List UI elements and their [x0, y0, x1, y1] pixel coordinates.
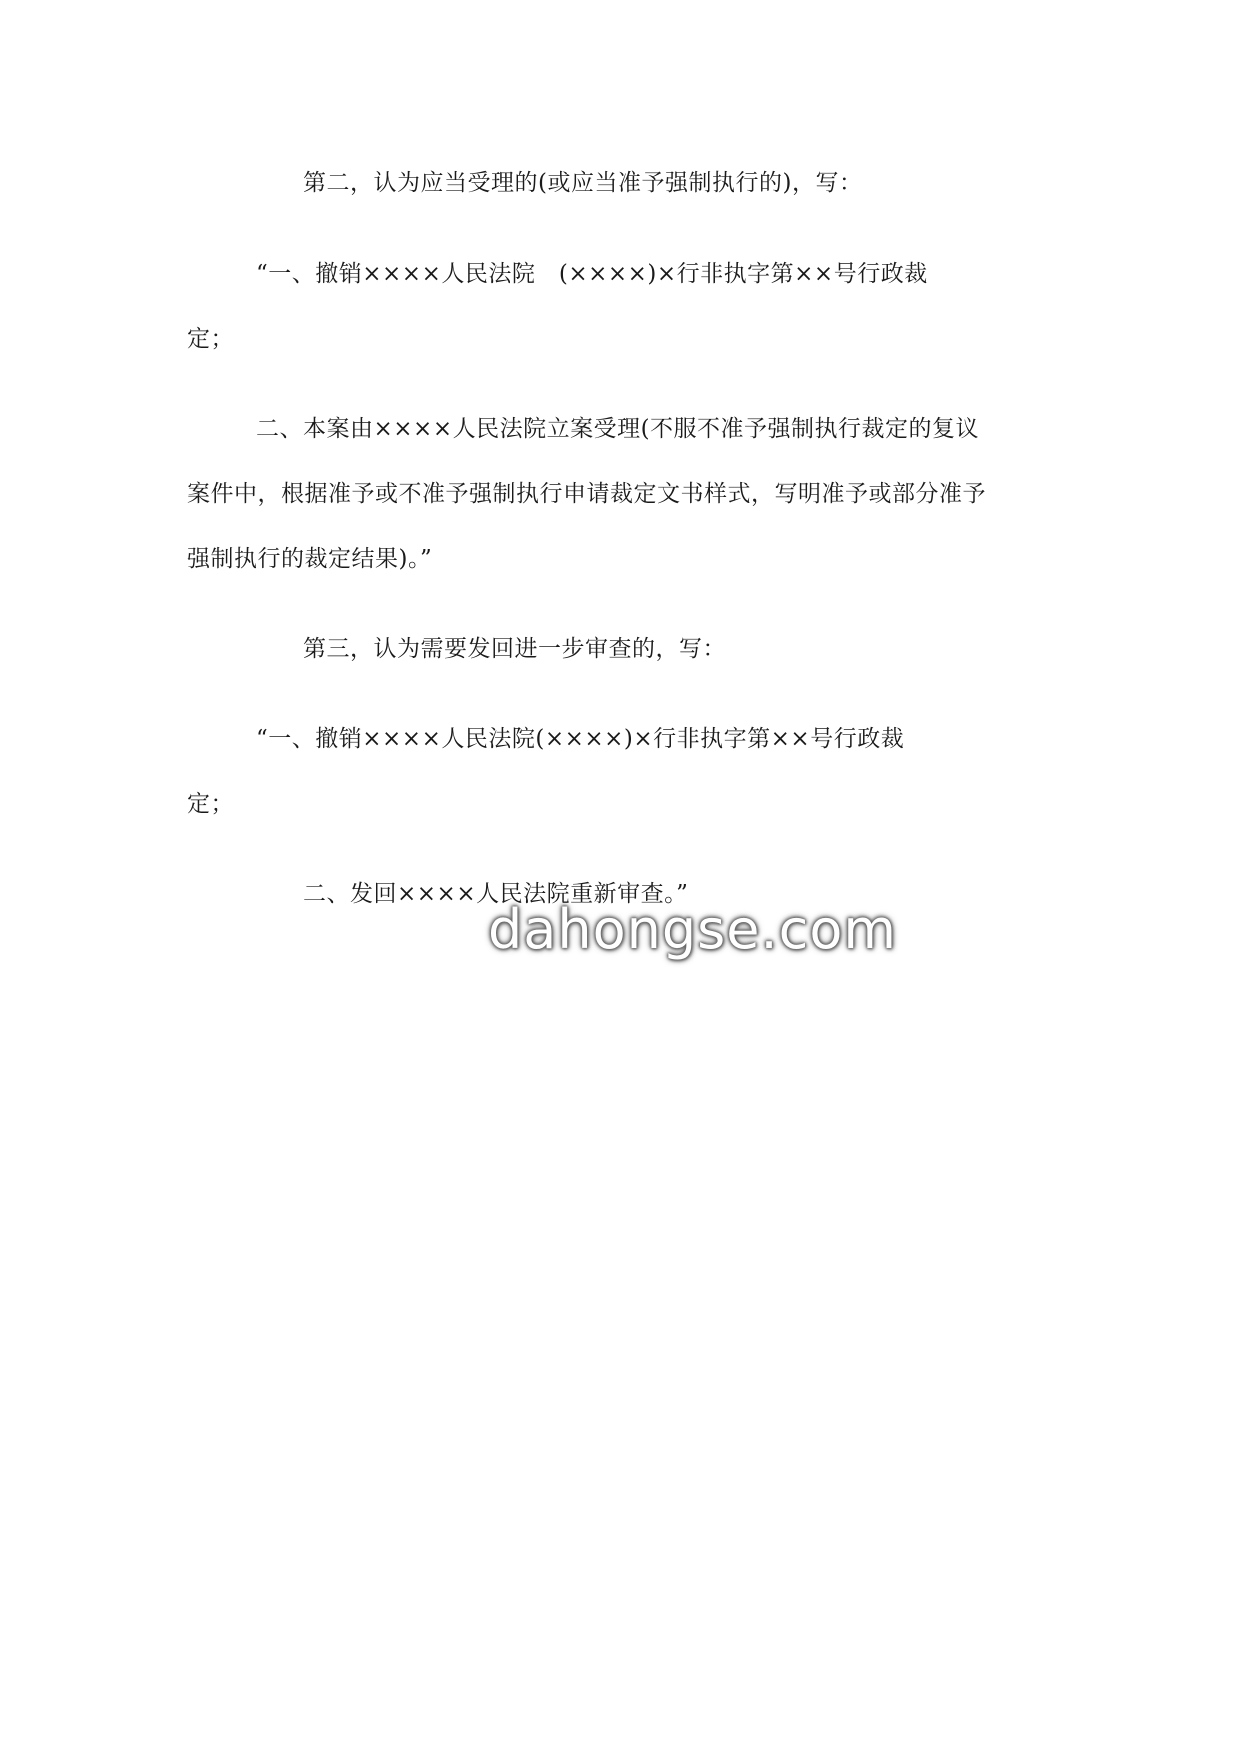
paragraph-accept-2b: 案件中，根据准予或不准予强制执行申请裁定文书样式，写明准予或部分准予 — [187, 481, 986, 507]
paragraph-revoke-2a: “一、撤销××××人民法院(××××)×行非执字第××号行政裁 — [256, 726, 905, 752]
paragraph-third-heading: 第三，认为需要发回进一步审查的，写： — [303, 636, 726, 662]
watermark-text: dahongse.com — [488, 898, 897, 961]
paragraph-remand: 二、发回××××人民法院重新审查。” — [303, 881, 689, 907]
paragraph-second-heading: 第二，认为应当受理的(或应当准予强制执行的)，写： — [303, 170, 863, 196]
paragraph-accept-2c: 强制执行的裁定结果)。” — [187, 546, 433, 572]
paragraph-revoke-2b: 定； — [187, 791, 234, 817]
paragraph-accept-2a: 二、本案由××××人民法院立案受理(不服不准予强制执行裁定的复议 — [256, 416, 980, 442]
paragraph-revoke-1a: “一、撤销××××人民法院 (××××)×行非执字第××号行政裁 — [256, 261, 928, 287]
paragraph-revoke-1b: 定； — [187, 326, 234, 352]
